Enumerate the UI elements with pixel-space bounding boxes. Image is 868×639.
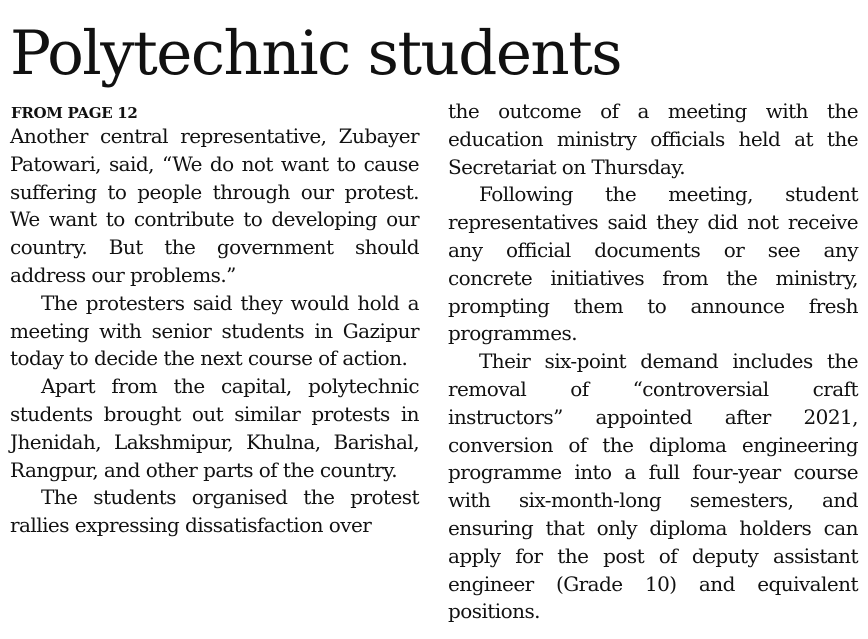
paragraph: The protesters said they would hold a meeting with senior students in Gazipur today to decide the next course of action.	[10, 290, 419, 371]
paragraph: Another central representative, Zubayer Patowari, said, “We do not want to cause suffering to people through our protest. We want to contribute to developing our country. But the government should address our problems.”	[10, 124, 419, 287]
article-column-left	[10, 98, 419, 540]
paragraph: Their six-point demand includes the removal of “controversial craft instructors” appointed after 2021, conversion of the diploma engineering programme into a full four-year course with six-month-long semesters, and ensuring that only diploma holders can apply for the post of deputy assistant engineer (Grade 10) and equivalent positions.	[448, 349, 858, 624]
paragraph: Following the meeting, student representatives said they did not receive any official documents or see any concrete initiatives from the ministry, prompting them to announce fresh programmes.	[448, 182, 858, 346]
continued-from-label: FROM PAGE 12	[11, 104, 138, 122]
paragraph: the outcome of a meeting with the education ministry officials held at the Secretariat on Thursday.	[448, 99, 858, 179]
headline: Polytechnic students	[10, 18, 622, 89]
paragraph: Apart from the capital, polytechnic students brought out similar protests in Jhenidah, Lakshmipur, Khulna, Barishal, Rangpur, and other parts of the country.	[10, 374, 419, 482]
article-column-right	[448, 98, 858, 626]
paragraph: The students organised the protest rallies expressing dissatisfaction over	[10, 485, 419, 538]
